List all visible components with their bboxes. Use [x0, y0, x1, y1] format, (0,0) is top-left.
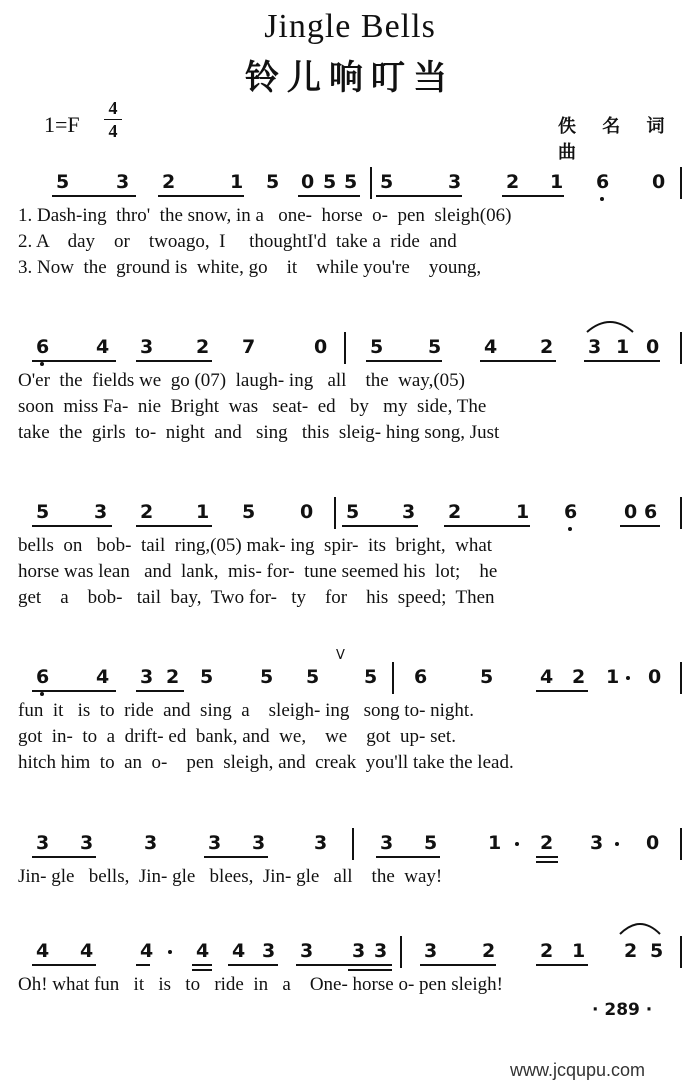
note: 1 — [616, 336, 630, 358]
notes-row — [0, 330, 700, 370]
note: 1 — [606, 666, 620, 688]
note: 6 — [36, 336, 50, 358]
lyric-verse-3: 3. Now the ground is white, go it while you're young, — [18, 257, 482, 278]
note: 3 — [300, 940, 314, 962]
note: 4 — [96, 666, 110, 688]
note: 1 — [196, 501, 210, 523]
barline — [680, 828, 682, 860]
barline — [680, 936, 682, 968]
note: 4 — [540, 666, 554, 688]
barline — [680, 167, 682, 199]
song-title: Jingle Bells — [264, 8, 436, 45]
watermark: www.jcqupu.com — [510, 1060, 646, 1080]
barline — [680, 497, 682, 529]
note: 3 — [374, 940, 388, 962]
note: 3 — [208, 832, 222, 854]
lyric-verse-1: bells on bob- tail ring,(05) mak- ing spir- its bright, what — [18, 535, 493, 556]
lyric-chorus: Jin- gle bells, Jin- gle blees, Jin- gle all the way! — [18, 866, 443, 887]
note: 4 — [80, 940, 94, 962]
barline — [680, 662, 682, 694]
note: 3 — [424, 940, 438, 962]
note: 2 — [196, 336, 210, 358]
barline — [400, 936, 402, 968]
credit: 佚 名 词曲 — [558, 116, 675, 163]
system-1 — [0, 165, 700, 291]
lyric-verse-3: take the girls to- night and sing this sleig- hing song, Just — [18, 422, 500, 443]
system-2 — [0, 330, 700, 456]
note: 5 — [200, 666, 214, 688]
note: 3 — [448, 171, 462, 193]
notes-row — [0, 660, 700, 700]
note: 3 — [262, 940, 276, 962]
note: 5 — [36, 501, 50, 523]
note: 2 — [540, 336, 554, 358]
meter-top: 4 — [108, 98, 118, 118]
note: 5 — [266, 171, 280, 193]
note: 5 — [424, 832, 438, 854]
note: 3 — [252, 832, 266, 854]
barline — [334, 497, 336, 529]
note: 3 — [380, 832, 394, 854]
meter-bottom: 4 — [108, 121, 118, 141]
note: 4 — [484, 336, 498, 358]
page-number: · 289 · — [592, 1000, 653, 1020]
note: 3 — [314, 832, 328, 854]
note: 3 — [590, 832, 604, 854]
note: 5 — [306, 666, 320, 688]
note: 1 — [572, 940, 586, 962]
note: 3 — [144, 832, 158, 854]
lyric-verse-3: hitch him to an o- pen sleigh, and creak you'll take the lead. — [18, 752, 514, 773]
note: 4 — [232, 940, 246, 962]
lyric-chorus: Oh! what fun it is to ride in a One- horse o- pen sleigh! — [18, 974, 503, 995]
note: 0 — [300, 501, 314, 523]
note: 0 — [646, 832, 660, 854]
note: 3 — [80, 832, 94, 854]
note: 6 — [414, 666, 428, 688]
song-subtitle: 铃儿响叮当 — [245, 58, 455, 98]
note: 4 — [96, 336, 110, 358]
note: 0 — [624, 501, 638, 523]
note: 2 — [140, 501, 154, 523]
note: 2 — [162, 171, 176, 193]
note: 6 — [596, 171, 610, 193]
note: 1 — [488, 832, 502, 854]
note: 0 — [652, 171, 666, 193]
note: 3 — [140, 336, 154, 358]
system-4 — [0, 648, 700, 786]
lyric-verse-2: soon miss Fa- nie Bright was seat- ed by my side, The — [18, 396, 487, 417]
note: 1 — [550, 171, 564, 193]
note: 5 — [260, 666, 274, 688]
note: 1 — [516, 501, 530, 523]
lyric-verse-3: get a bob- tail bay, Two for- ty for his speed; Then — [18, 587, 495, 608]
note: 3 — [36, 832, 50, 854]
note: 0 — [314, 336, 328, 358]
note: 3 — [116, 171, 130, 193]
lyric-verse-2: horse was lean and lank, mis- for- tune seemed his lot; he — [18, 561, 498, 582]
barline — [392, 662, 394, 694]
barline — [680, 332, 682, 364]
lyric-verse-2: got in- to a drift- ed bank, and we, we got up- set. — [18, 726, 456, 747]
note: 2 — [482, 940, 496, 962]
note: 6 — [36, 666, 50, 688]
note: 5 — [370, 336, 384, 358]
note: 3 — [352, 940, 366, 962]
note: 2 — [448, 501, 462, 523]
note: 3 — [140, 666, 154, 688]
note: 2 — [572, 666, 586, 688]
note: 6 — [564, 501, 578, 523]
note: 2 — [540, 832, 554, 854]
note: 5 — [480, 666, 494, 688]
notes-row — [0, 934, 700, 974]
lyric-verse-1: fun it is to ride and sing a sleigh- ing song to- night. — [18, 700, 474, 721]
note: 3 — [402, 501, 416, 523]
note: 1 — [230, 171, 244, 193]
system-3 — [0, 495, 700, 621]
note: 2 — [166, 666, 180, 688]
note: 5 — [380, 171, 394, 193]
notes-row — [0, 826, 700, 866]
note: 3 — [588, 336, 602, 358]
note: 2 — [506, 171, 520, 193]
notes-row — [0, 495, 700, 535]
breath-mark: V — [336, 648, 345, 663]
note: 3 — [94, 501, 108, 523]
note: 5 — [428, 336, 442, 358]
note: 5 — [650, 940, 664, 962]
barline — [344, 332, 346, 364]
lyric-verse-1: 1. Dash-ing thro' the snow, in a one- horse o- pen sleigh(06) — [18, 205, 512, 226]
note: 2 — [540, 940, 554, 962]
key-signature: 1=F — [44, 112, 80, 137]
note: 5 — [56, 171, 70, 193]
note: 7 — [242, 336, 256, 358]
note: 4 — [140, 940, 154, 962]
notes-row — [0, 165, 700, 205]
time-signature — [104, 98, 122, 141]
note: 2 — [624, 940, 638, 962]
note: 4 — [36, 940, 50, 962]
barline — [370, 167, 372, 199]
note: 5 — [346, 501, 360, 523]
note: 0 — [646, 336, 660, 358]
note: 0 — [648, 666, 662, 688]
lyric-verse-1: O'er the fields we go (07) laugh- ing all the way,(05) — [18, 370, 465, 391]
note: 6 — [644, 501, 658, 523]
note: 0 — [301, 171, 315, 193]
system-6-chorus — [0, 934, 700, 1060]
note: 5 — [364, 666, 378, 688]
lyric-verse-2: 2. A day or twoago, I thoughtI'd take a ride and — [18, 231, 457, 252]
note: 4 — [196, 940, 210, 962]
note: 5 — [323, 171, 337, 193]
note: 5 — [242, 501, 256, 523]
barline — [352, 828, 354, 860]
note: 5 — [344, 171, 358, 193]
